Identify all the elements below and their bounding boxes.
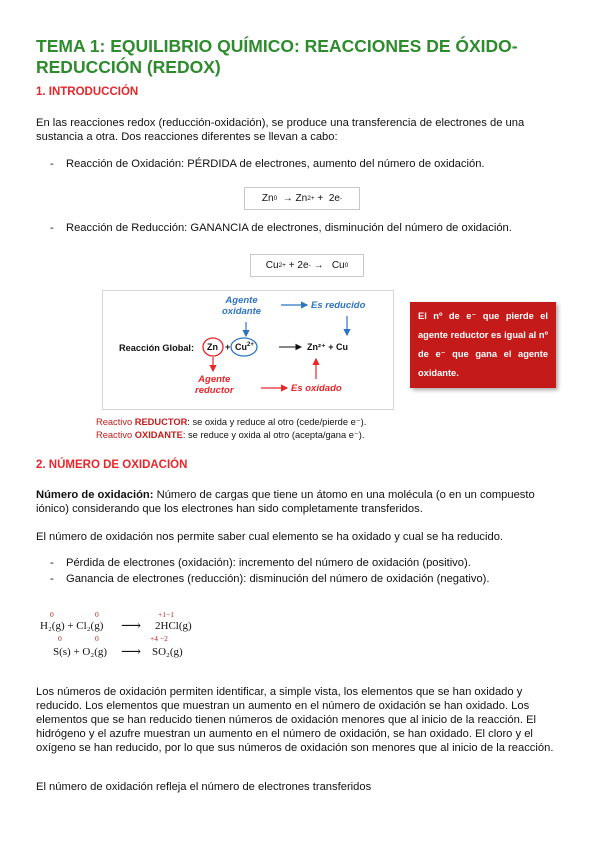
label-cu: $Cu^{2+}$ bbox=[235, 342, 254, 352]
label-agente-reductor: Agente reductor bbox=[195, 374, 234, 396]
section-heading-numero-oxidacion: 2. NÚMERO DE OXIDACIÓN bbox=[36, 459, 188, 471]
note-oxidante: Reactivo OXIDANTE: se reduce y oxida al otro (acepta/gana e⁻). bbox=[96, 430, 365, 440]
label-agente-oxidante: Agente oxidante bbox=[222, 295, 262, 317]
paragraph-permite-saber: El número de oxidación nos permite saber cual elemento se ha oxidado y cual se ha reducido. bbox=[36, 531, 504, 543]
label-plus: + bbox=[225, 342, 231, 352]
bullet-reduccion-text: Reacción de Reducción: GANANCIA de electrones, disminución del número de oxidación. bbox=[66, 222, 512, 234]
explanation-paragraph: Los números de oxidación permiten identificar, a simple vista, los elementos que se han oxidado y reducido. Los elementos que muestran un aumento en el número de oxidación se han oxidado. Los elementos que se han reducido tienen números de oxidación menores que al inicio de la reacción. El hidrógeno y el azufre muestran un aumento en el número de oxidación, se han oxidado. El cloro y el oxígeno se han reducido, por lo que sus números de oxidación son menores que al inicio de la reacción. bbox=[36, 686, 554, 754]
callout-box: El nº de e⁻ que pierde el agente reductor es igual al nº de e⁻ que gana el agente oxidante. bbox=[410, 302, 556, 388]
reaction-hcl-lhs: H₂(g) + Cl₂(g) bbox=[40, 620, 104, 632]
ox-number-o: 0 bbox=[95, 634, 99, 643]
reaction-so2-lhs: S(s) + O₂(g) bbox=[53, 646, 108, 658]
label-zn: Zn bbox=[207, 342, 218, 352]
label-reaccion-global: Reacción Global: bbox=[119, 343, 195, 353]
label-products: Zn²⁺ + Cu bbox=[307, 342, 348, 352]
equation-reduccion: Cu 2+ + 2e - → Cu 0 bbox=[250, 254, 364, 277]
note-reductor: Reactivo REDUCTOR: se oxida y reduce al otro (cede/pierde e⁻). bbox=[96, 417, 367, 427]
reaction-so2-arrow: ⟶ bbox=[121, 645, 142, 660]
redox-diagram bbox=[102, 290, 394, 410]
section-heading-introduccion: 1. INTRODUCCIÓN bbox=[36, 86, 139, 98]
definition-paragraph: Número de oxidación: Número de cargas que tiene un átomo en una molécula (o en un compuesto iónico) considerando que los electrones han sido completamente transferidos. bbox=[36, 489, 535, 515]
ox-number-s: 0 bbox=[58, 634, 62, 643]
bullet-oxidacion-text: Reacción de Oxidación: PÉRDIDA de electrones, aumento del número de oxidación. bbox=[66, 158, 485, 170]
label-es-reducido: Es reducido bbox=[311, 300, 366, 311]
label-es-oxidado: Es oxidado bbox=[291, 383, 342, 394]
reaction-so2-rhs: SO₂(g) bbox=[152, 646, 183, 658]
page-title: TEMA 1: EQUILIBRIO QUÍMICO: REACCIONES DE ÓXIDO-REDUCCIÓN (REDOX) bbox=[36, 36, 518, 77]
document-page: TEMA 1: EQUILIBRIO QUÍMICO: REACCIONES DE ÓXIDO-REDUCCIÓN (REDOX) 1. INTRODUCCIÓN En las reacciones redox (reducción-oxidación), se produce una transferencia de electrones de una sustancia a otra. Dos reacciones diferentes se llevan a cabo: - Reacción de Oxidación: PÉRDIDA de electrones, aumento del número de oxidación. Zn 0 → Zn 2+ + 2e - - Reacción de Reducción: GANANCIA de electrones, disminución del número de oxidación. Cu 2+ + 2e - → Cu 0 Agente oxidante Es reducido Reacción Global: Zn + $Cu^{2+}$ Zn²⁺ + Cu Agente reductor Es oxidado El nº de e⁻ que pierde el agente reductor es igual al nº de e⁻ que gana el agente oxidante. Reactivo REDUCTOR: se oxida y reduce al otro (cede/pierde e⁻). Reactivo OXIDANTE: se reduce y oxida al otro (acepta/gana e⁻). 2. NÚMERO DE OXIDACIÓN Número de oxidación: Número de cargas que tiene un átomo en una molécula (o en un compuesto iónico) considerando que los electrones han sido completamente transferidos. El número de oxidación nos permite saber cual elemento se ha oxidado y cual se ha reducido. - Pérdida de electrones (oxidación): incremento del número de oxidación (positivo). - Ganancia de electrones (reducción): disminución del número de oxidación (negativo). 0 0 +1−1 H₂(g) + Cl₂(g) ⟶ 2HCl(g) 0 0 +4 −2 S(s) + O₂(g) ⟶ SO₂(g) Los números de oxidación permiten identificar, a simple vista, los elementos que se han oxidado y reducido. Los elementos que muestran un aumento en el número de oxidación se han oxidado. Los elementos que se han reducido tienen números de oxidación menores que al inicio de la reacción. El hidrógeno y el azufre muestran un aumento en el número de oxidación, se han oxidado. El cloro y el oxígeno se han reducido, por lo que sus números de oxidación son menores que al inicio de la reacción. El número de oxidación refleja el número de electrones transferidos bbox=[0, 0, 599, 848]
ox-number-hcl: +1−1 bbox=[158, 610, 174, 619]
reaction-hcl-arrow: ⟶ bbox=[121, 619, 142, 634]
closing-paragraph: El número de oxidación refleja el número de electrones transferidos bbox=[36, 781, 372, 793]
equation-oxidacion: Zn 0 → Zn 2+ + 2e - bbox=[244, 187, 360, 210]
ox-number-h: 0 bbox=[50, 610, 54, 619]
ox-number-cl: 0 bbox=[95, 610, 99, 619]
intro-paragraph: En las reacciones redox (reducción-oxidación), se produce una transferencia de electrones de una sustancia a otra. Dos reacciones diferentes se llevan a cabo: bbox=[36, 117, 525, 143]
reaction-hcl-rhs: 2HCl(g) bbox=[155, 620, 192, 632]
ox-number-so2: +4 −2 bbox=[150, 634, 168, 643]
